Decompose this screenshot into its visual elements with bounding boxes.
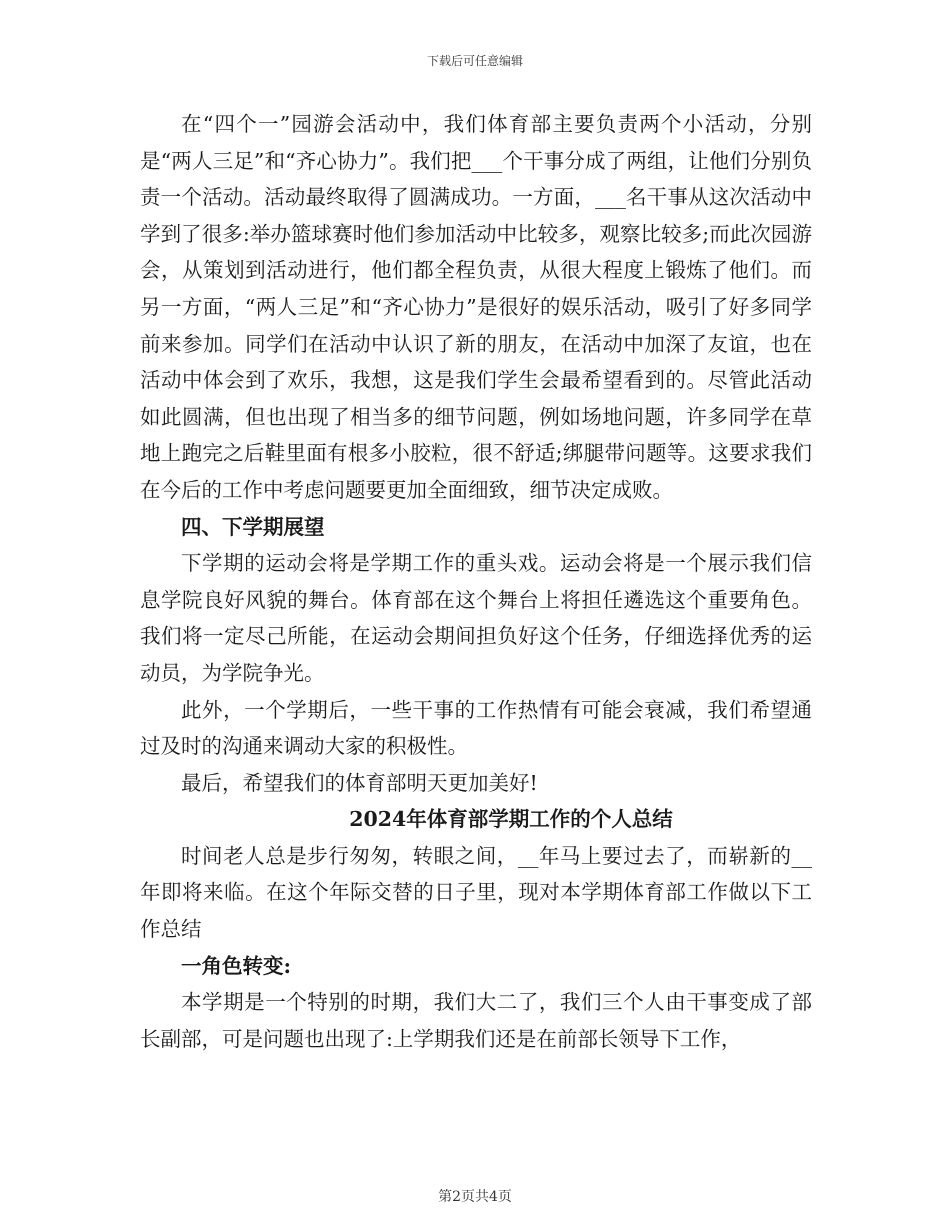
page-footer: 第2页共4页 bbox=[438, 1189, 512, 1205]
page-header: 下载后可任意编辑 bbox=[426, 54, 523, 68]
paragraph-sports-meet: 下学期的运动会将是学期工作的重头戏。运动会将是一个展示我们信息学院良好风貌的舞台。体育部在这个舞台上将担任遴选这个重要角色。我们将一定尽己所能，在运动会期间担负好这个任务，仔细选择优秀的运动员，为学院争光。 bbox=[140, 551, 812, 685]
paragraph-role-change: 本学期是一个特别的时期，我们大二了，我们三个人由干事变成了部长副部，可是问题也出现了:上学期我们还是在前部长领导下工作， bbox=[140, 990, 812, 1051]
section-heading-role-change: 一角色转变: bbox=[181, 953, 292, 978]
paragraph-garden-party: 在“四个一”园游会活动中，我们体育部主要负责两个小活动，分别是“两人三足”和“齐心协力”。我们把___个干事分成了两组，让他们分别负责一个活动。活动最终取得了圆满成功。一方面，___名干事从这次活动中学到了很多:举办篮球赛时他们参加活动中比较多，观察比较多;而此次园游会，从策划到活动进行，他们都全程负责，从很大程度上锻炼了他们。而另一方面，“两人三足”和“齐心协力”是很好的娱乐活动，吸引了好多同学前来参加。同学们在活动中认识了新的朋友，在活动中加深了友谊，也在活动中体会到了欢乐，我想，这是我们学生会最希望看到的。尽管此活动如此圆满，但也出现了相当多的细节问题，例如场地问题，许多同学在草地上跑完之后鞋里面有根多小胶粒，很不舒适;绑腿带问题等。这要求我们在今后的工作中考虑问题要更加全面细致，细节决定成败。 bbox=[140, 112, 812, 502]
document-title: 2024年体育部学期工作的个人总结 bbox=[349, 807, 673, 832]
paragraph-intro: 时间老人总是步行匆匆，转眼之间，__年马上要过去了，而崭新的__年即将来临。在这个年际交替的日子里，现对本学期体育部工作做以下工作总结 bbox=[140, 843, 812, 942]
document-body bbox=[140, 106, 812, 1057]
paragraph-motivation: 此外，一个学期后，一些干事的工作热情有可能会衰减，我们希望通过及时的沟通来调动大家的积极性。 bbox=[140, 697, 812, 759]
section-heading-next-semester: 四、下学期展望 bbox=[181, 514, 325, 539]
paragraph-closing-wish: 最后，希望我们的体育部明天更加美好! bbox=[181, 770, 538, 795]
